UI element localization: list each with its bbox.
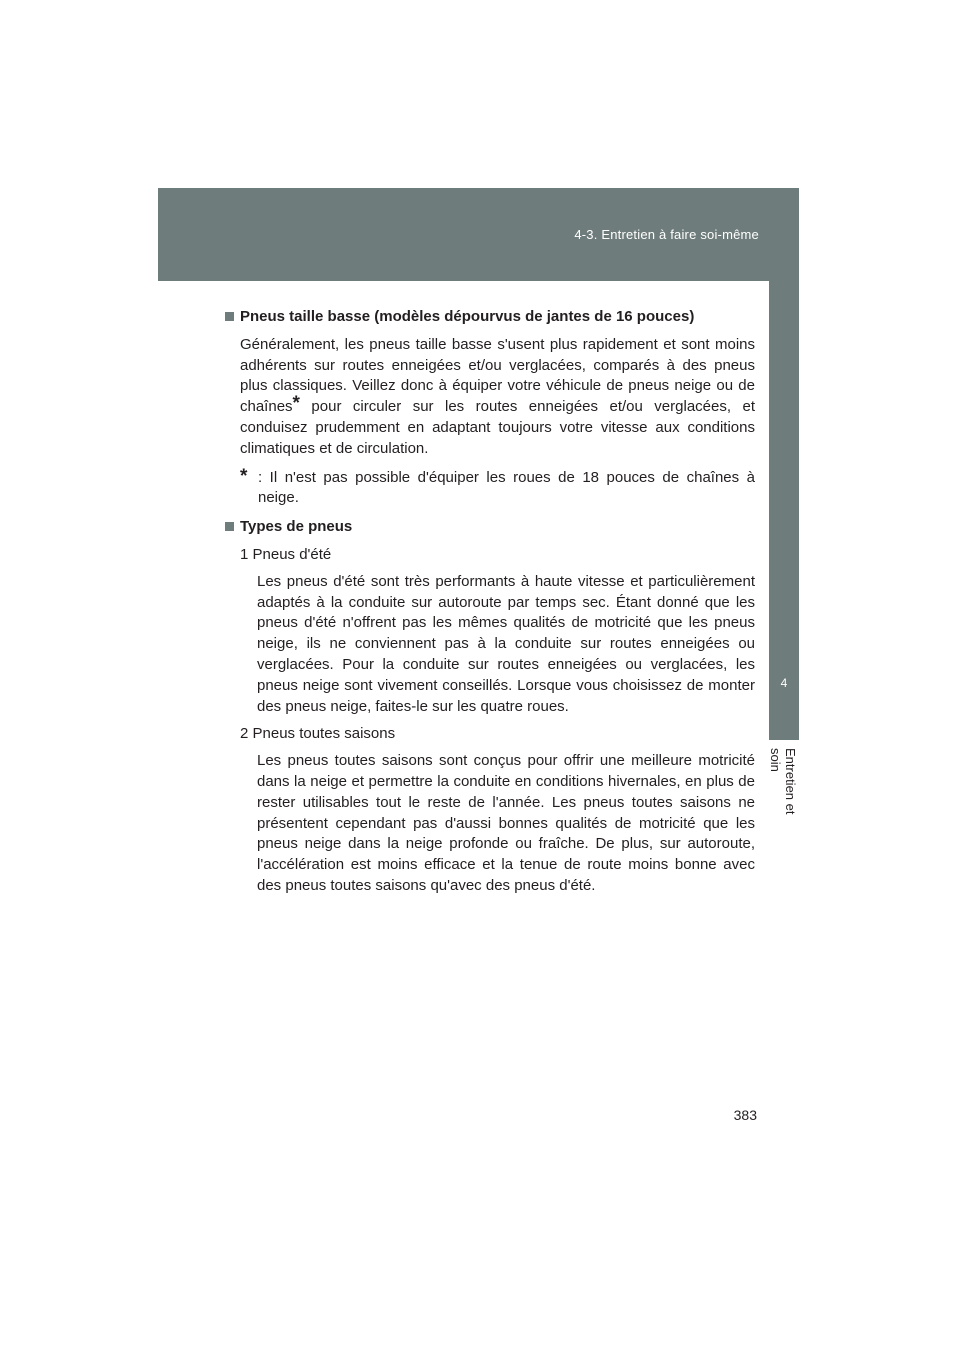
square-bullet-icon: [225, 522, 234, 531]
paragraph-text-2: pour circuler sur les routes enneigées et/ou verglacées, et conduisez prudemment en adaptant toujours votre vitesse aux conditions climatiques et de circulation.: [240, 398, 755, 457]
section-title: 4-3. Entretien à faire soi-même: [574, 227, 759, 242]
paragraph-low-profile: [240, 335, 755, 460]
item-text-all-season: Les pneus toutes saisons sont conçus pour offrir une meilleure motricité dans la neige et permettre la conduite en conditions hivernales, en plus de rester utilisables tout le reste de l'année. Les pneus toutes saisons ne présentent cependant pas d'aussi bonnes qualités de motricité que les pneus neige dans la neige profonde ou fraîche. De plus, sur autoroute, l'accélération est moins efficace et la tenue de route moins bonne avec des pneus toutes saisons qu'avec des pneus d'été.: [257, 752, 755, 894]
section-heading-tire-types: [225, 517, 755, 538]
item-title-summer: 1 Pneus d'été: [240, 545, 332, 563]
section-heading-low-profile: [225, 307, 755, 328]
item-title-all-season: 2 Pneus toutes saisons: [240, 725, 396, 743]
page-content: [225, 307, 755, 897]
paragraph-text-1: Généralement, les pneus taille basse s'usent plus rapidement et sont moins adhérents sur routes enneigées et/ou verglacées, comparés à des pneus plus classiques. Veillez donc à équiper votre véhicule de pneus neige ou de chaînes: [240, 335, 755, 416]
chapter-label: Entretien et soin: [768, 748, 798, 815]
heading-text: Pneus taille basse (modèles dépourvus de jantes de 16 pouces): [240, 308, 695, 325]
item-text-summer: Les pneus d'été sont très performants à haute vitesse et particulièrement adaptés à la conduite sur autoroute par temps sec. Étant donné que les pneus d'été n'offrent pas les mêmes qualités de motricité que les pneus neige, ils ne conviennent pas à la conduite sur routes enneigées ou verglacées. Pour la conduite sur routes enneigées ou verglacées, les pneus neige sont vivement conseillés. Lorsque vous choisissez de monter des pneus neige, faites-le sur les quatre roues.: [257, 572, 755, 715]
asterisk-mark: *: [292, 393, 300, 415]
square-bullet-icon: [225, 312, 234, 321]
chapter-number: 4: [780, 676, 788, 690]
page-number: 383: [733, 1107, 757, 1123]
footnote: [240, 465, 755, 510]
chapter-tab: [769, 636, 799, 740]
footnote-text: : Il n'est pas possible d'équiper les roues de 18 pouces de chaînes à neige.: [258, 468, 755, 507]
chapter-header-band: [158, 188, 799, 281]
heading-text: Types de pneus: [240, 518, 353, 536]
side-band: [769, 281, 799, 636]
footnote-mark: *: [240, 465, 248, 487]
